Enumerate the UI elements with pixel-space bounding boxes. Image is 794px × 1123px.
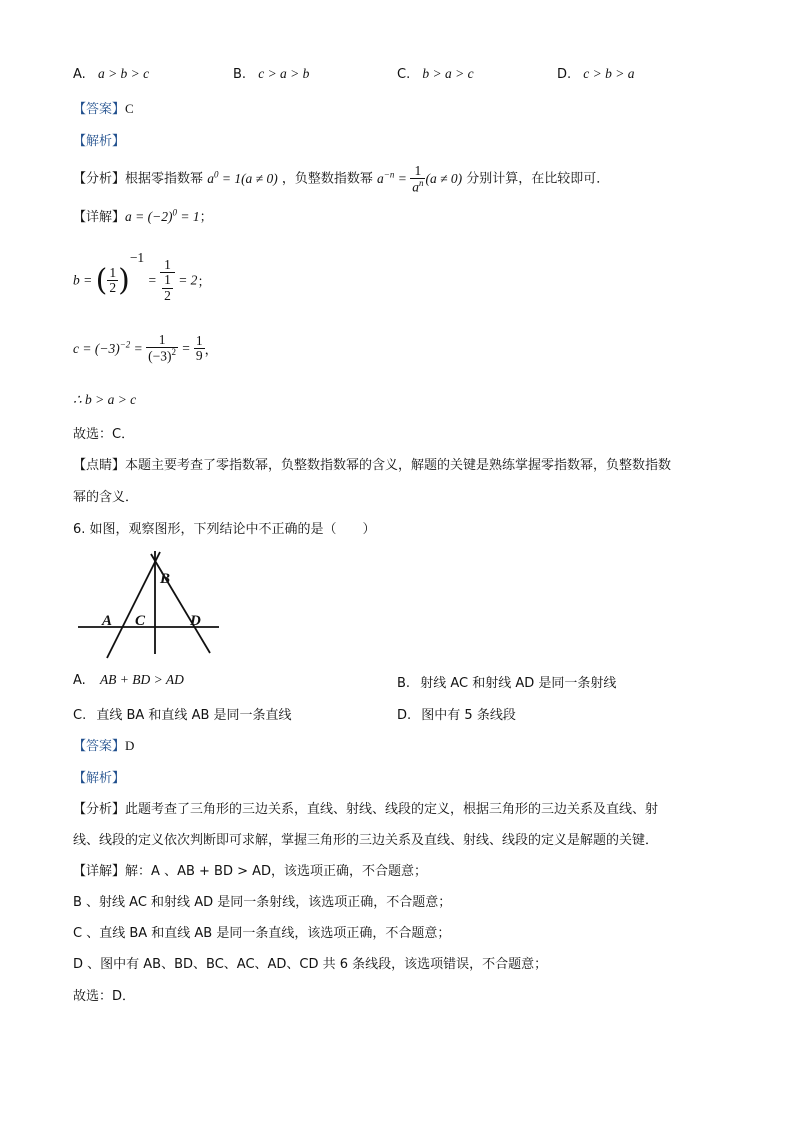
q6-fenxi: 【分析】此题考查了三角形的三边关系，直线、射线、线段的定义，根据三角形的三边关系及直线、射 <box>73 802 659 817</box>
q5-xiangjie-a: 【详解】$a = (-2)^0 = 1$； <box>73 207 213 225</box>
xiangjie-tag: 详解 <box>86 210 113 225</box>
figure-label-d: D <box>190 613 201 629</box>
q6-figure <box>74 546 224 662</box>
q5-analysis-heading: 【解析】 <box>73 134 126 149</box>
option-expr: c > b > a <box>583 66 635 81</box>
option-letter: C. <box>397 67 411 82</box>
q6-choose: 故选：D． <box>73 989 136 1004</box>
q6-option-c: C. 直线 BA 和直线 AB 是同一条直线 <box>73 708 292 723</box>
analysis-tag: 解析 <box>86 134 113 149</box>
q6-option-b: B. 射线 AC 和射线 AD 是同一条射线 <box>397 676 617 691</box>
q5-xiangjie-c: $c = (-3)^{-2}$ = $\frac{1}{(-3)^2}$ = $\frac{1}{9}$ ， <box>73 332 218 364</box>
q5-dianjing: 【点睛】本题主要考查了零指数幂，负整数指数幂的含义，解题的关键是熟练掌握零指数幂，负整数指数 <box>73 458 672 473</box>
answer-value: D <box>125 738 135 753</box>
fenxi-text3: 分别计算，在比较即可． <box>466 171 610 187</box>
q6-xiangjie-4: D 、图中有 AB、BD、BC、AC、AD、CD 共 6 条线段，该选项错误，不合题意； <box>73 957 548 972</box>
q5-xiangjie-b: b = ( $\frac{1}{2}$ )$^{-1}$ = $\frac{1}{\frac{1}{2}}$ = 2； <box>73 250 211 303</box>
figure-line-ab <box>107 552 160 658</box>
option-letter: B. <box>233 67 247 82</box>
q5-choose: 故选：C． <box>73 427 135 442</box>
figure-label-b: B <box>160 571 171 587</box>
option-expr: a > b > c <box>97 66 150 81</box>
q5-answer: 【答案】C <box>73 101 134 117</box>
q6-option-d: D. 图中有 5 条线段 <box>397 708 516 723</box>
q5-option-b <box>233 66 309 82</box>
q6-xiangjie-2: B 、射线 AC 和射线 AD 是同一条射线，该选项正确，不合题意； <box>73 895 452 910</box>
q5-conclusion: ∴ b > a > c <box>73 392 137 407</box>
option-expr: b > a > c <box>422 66 474 81</box>
figure-line-bd <box>151 554 210 653</box>
fenxi-tag: 分析 <box>86 171 113 187</box>
q5-dianjing-line2: 幂的含义． <box>73 490 139 505</box>
q5-fenxi: 【分析】根据零指数幂 $a^0 = 1(a \ne 0)$ ，负整数指数幂 $a^{-n}$ = $\frac{1}{a^n}$ (a ≠ 0) 分别计算，在比较即可． <box>73 163 610 195</box>
q6-fenxi-line2: 线、线段的定义依次判断即可求解，掌握三角形的三边关系及直线、射线、线段的定义是解题的关键． <box>73 833 659 848</box>
fenxi-formula2: $a^{-n}$ = $\frac{1}{a^n}$ (a ≠ 0) <box>377 163 463 195</box>
q6-option-a: A. AB + BD > AD <box>73 672 184 688</box>
option-letter: D. <box>557 67 572 82</box>
q5-option-a <box>73 66 149 82</box>
fenxi-text2: ，负整数指数幂 <box>281 171 373 187</box>
figure-label-a: A <box>102 613 113 629</box>
q5-option-d <box>557 66 635 82</box>
answer-value: C <box>125 101 134 116</box>
q5-option-c <box>397 66 474 82</box>
q6-stem: 6. 如图，观察图形，下列结论中不正确的是（ ） <box>73 522 376 537</box>
q6-analysis-heading: 【解析】 <box>73 771 126 786</box>
q6-answer: 【答案】D <box>73 738 135 754</box>
q6-xiangjie-1: 【详解】解：A 、AB + BD > AD，该选项正确，不合题意； <box>73 864 428 879</box>
fenxi-text1: 根据零指数幂 <box>125 171 204 187</box>
dianjing-tag: 点睛 <box>86 458 113 473</box>
fenxi-formula1: $a^0 = 1(a \ne 0)$ <box>207 169 278 186</box>
answer-tag: 答案 <box>86 102 113 117</box>
q6-xiangjie-3: C 、直线 BA 和直线 AB 是同一条直线，该选项正确，不合题意； <box>73 926 451 941</box>
option-expr: c > a > b <box>258 66 310 81</box>
figure-label-c: C <box>135 613 146 629</box>
option-letter: A. <box>73 67 86 82</box>
